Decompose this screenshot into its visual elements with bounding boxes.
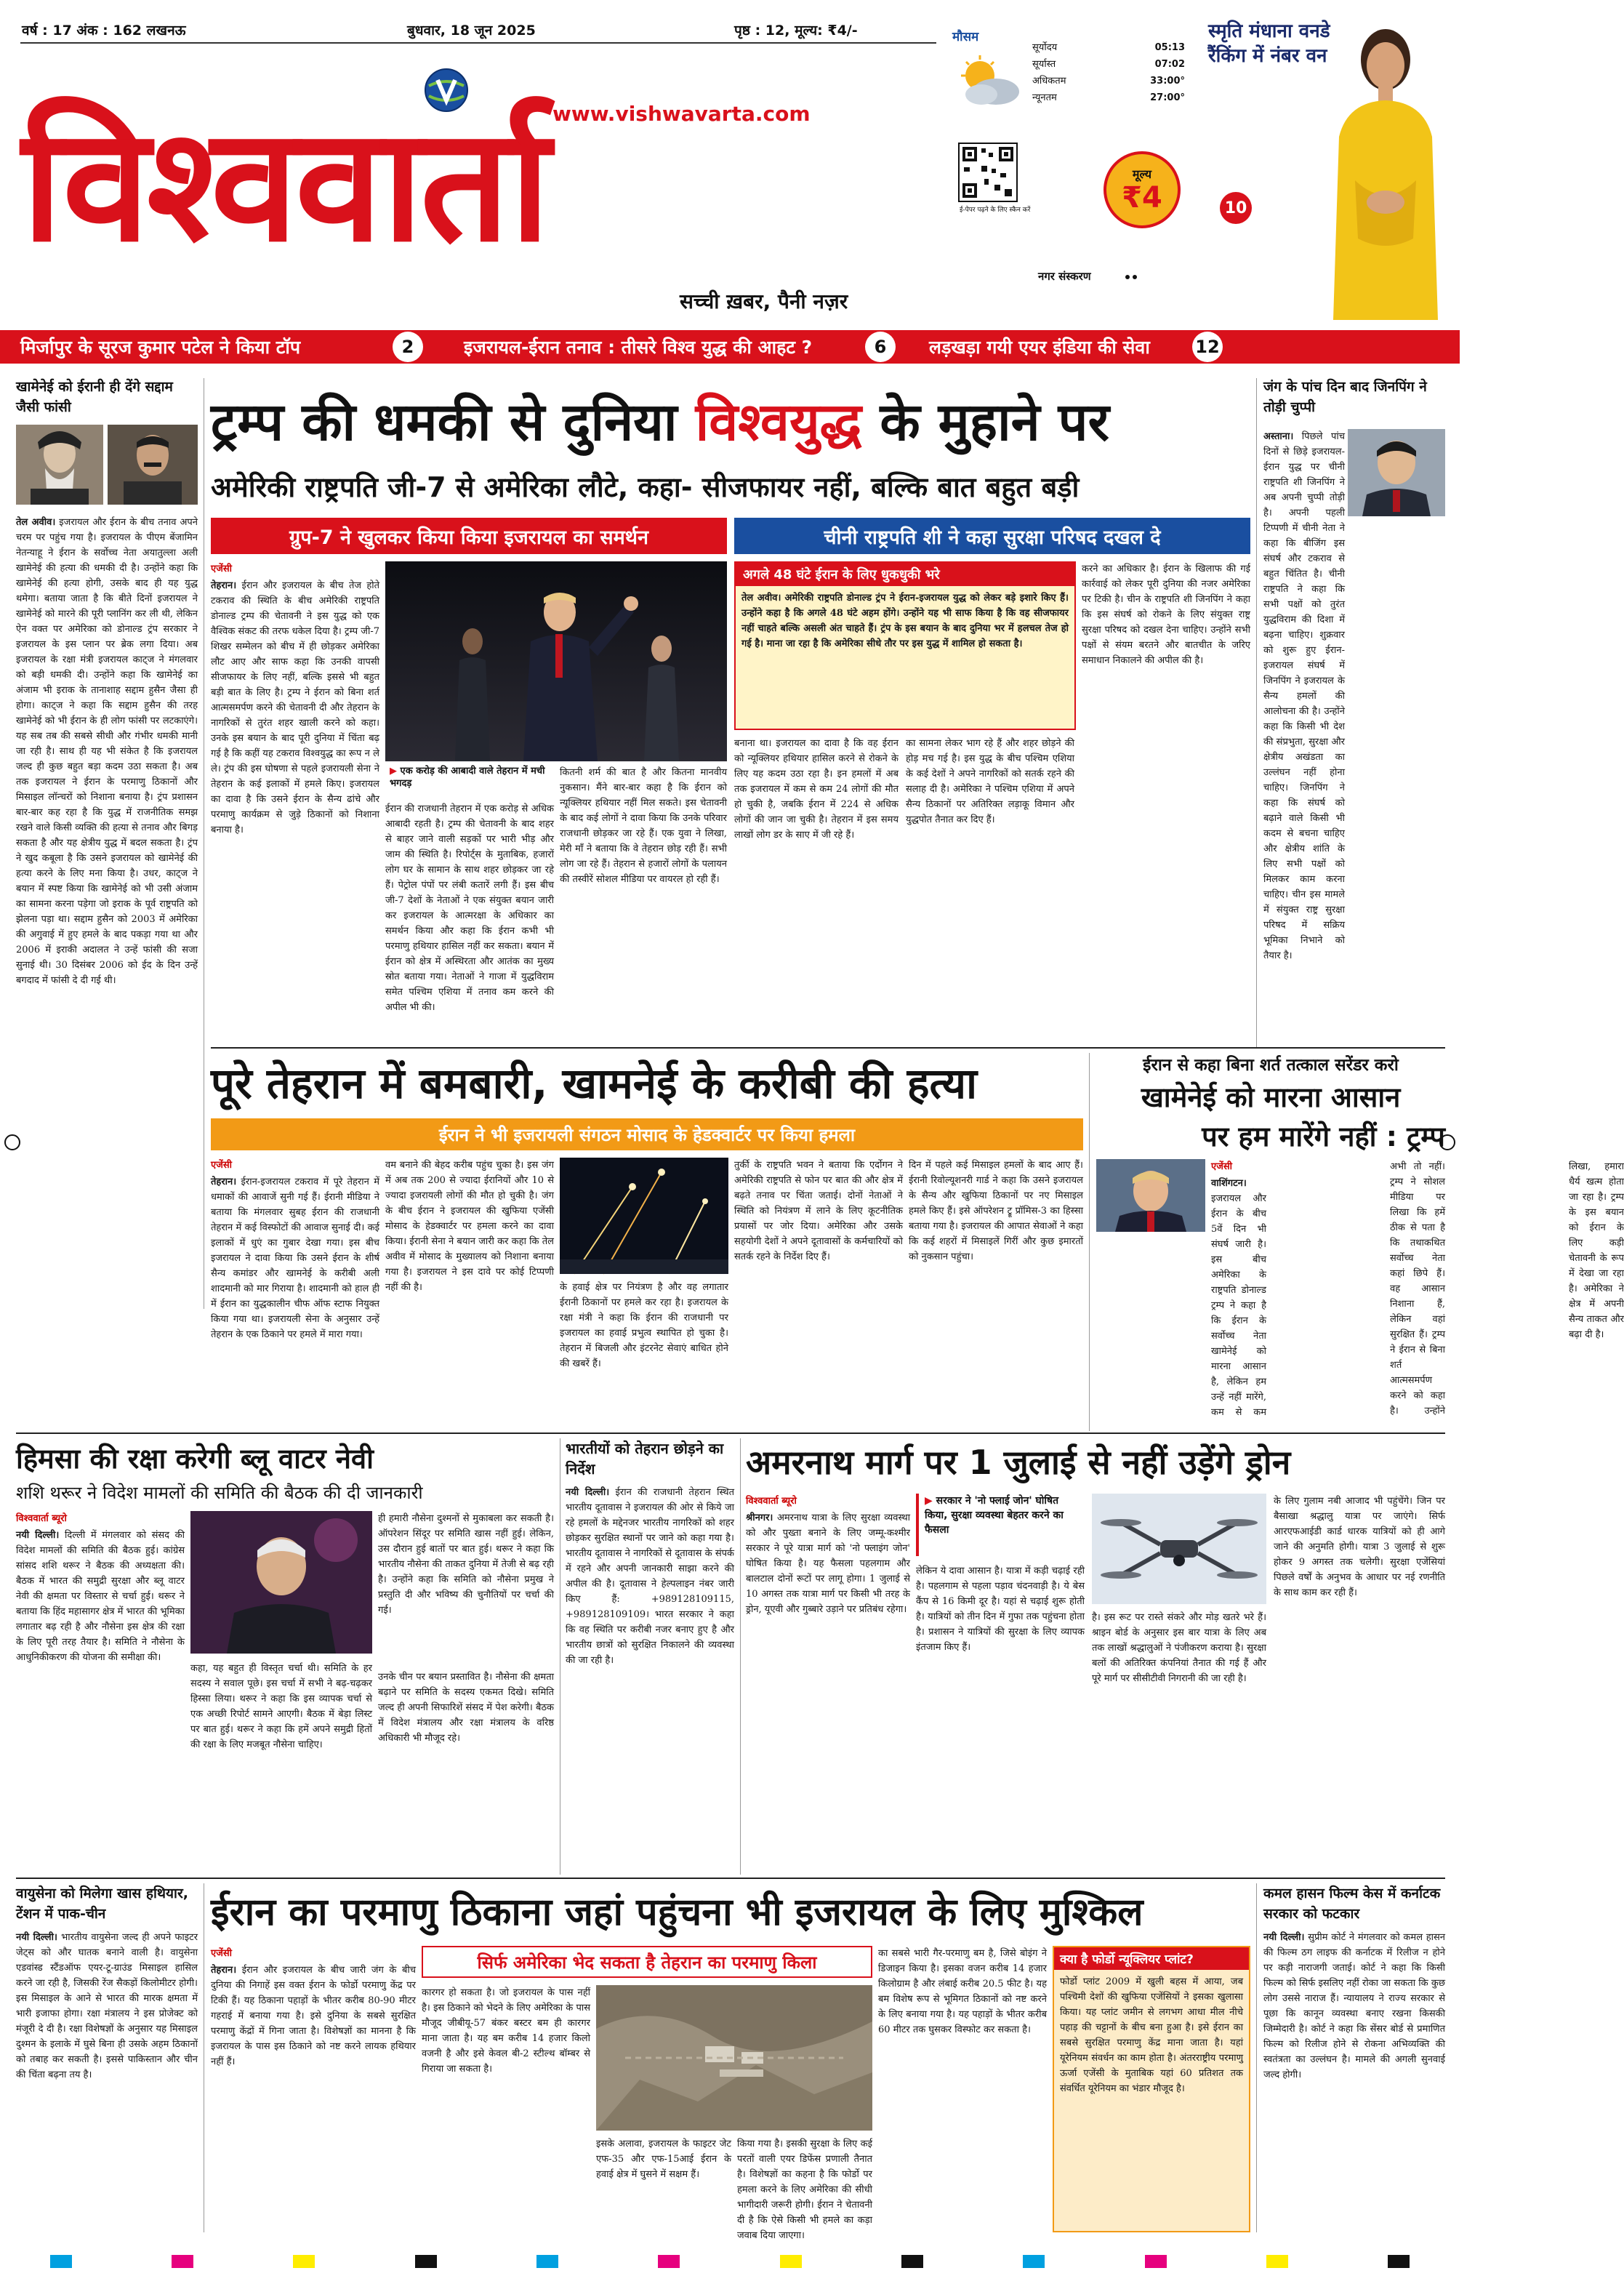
lead-headline-part: ट्रम्प की धमकी से दुनिया — [211, 391, 696, 452]
film-headline[interactable]: कमल हासन फिल्म केस में कर्नाटक सरकार को फटकार — [1263, 1886, 1441, 1922]
surrender-kicker: ईरान से कहा बिना शर्त तत्काल सरेंडर करो — [1143, 1056, 1399, 1075]
ticker-page: 2 — [393, 332, 423, 362]
amarnath-headline[interactable]: अमरनाथ मार्ग पर 1 जुलाई से नहीं उड़ेंगे ड्रोन — [746, 1443, 1291, 1482]
cmyk-swatch — [172, 2255, 193, 2268]
story-text: अमेरिकी राष्ट्रपति डोनाल्ड ट्रंप ने ईरान-इजरायल युद्ध को लेकर बड़े इशारे किए हैं। उन्होंने कहा है कि अगले 48 घंटे अहम होंगे। उन्होंने यह भी साफ किया है कि वह सीजफायर नहीं चाहते बल्कि असली अंत चाहते हैं। ट्रंप के इस बयान के बाद दुनिया भर में हलचल तेज हो गई है। माना जा रहा है कि अमेरिका सीधे तौर पर इस युद्ध में शामिल हो सकता है। — [741, 593, 1069, 649]
ticker-text: मिर्जापुर के सूरज कुमार पटेल ने किया टॉप — [20, 337, 301, 358]
ticker-item[interactable] — [923, 330, 1229, 364]
agency-tag: एजेंसी — [211, 1948, 232, 1959]
edition-label: नगर संस्करण — [1038, 270, 1091, 283]
ticker-item[interactable] — [458, 330, 901, 364]
nuclear-col-3 — [737, 2136, 872, 2241]
amarnath-col-4 — [1274, 1494, 1445, 1875]
color-bar — [0, 2247, 1460, 2276]
ticker-text: लड़खड़ा गयी एयर इंडिया की सेवा — [929, 337, 1150, 358]
promo-page-badge: 10 — [1220, 192, 1252, 224]
nuclear-caption — [596, 2136, 731, 2232]
cmyk-swatch — [658, 2255, 680, 2268]
weather-key: सूर्यास्त — [1032, 59, 1056, 70]
tehran-band: ईरान ने भी इजरायली संगठन मोसाद के हेडक्वार्टर पर किया हमला — [211, 1118, 1083, 1150]
lead-col-3 — [560, 765, 727, 1041]
amarnath-story — [746, 1438, 1445, 1875]
missile-headline[interactable]: वायुसेना को मिलेगा खास हथियार, टेंशन में पाक-चीन — [16, 1886, 188, 1922]
lead-band-right: चीनी राष्ट्रपति शी ने कहा सुरक्षा परिषद दखल दे — [734, 518, 1250, 554]
indians-body — [566, 1485, 734, 1875]
story-text: के हवाई क्षेत्र पर नियंत्रण है और वह लगातार ईरानी ठिकानों पर हमले कर रहा है। इजरायल के रक्षा मंत्री ने कहा कि ईरान की राजधानी पर इजरायल का हवाई प्रभुत्व स्थापित हो चुका है। तेहरान में बिजली और इंटरनेट सेवाएं बाधित होने की खबरें हैं। — [560, 1282, 728, 1369]
qr-code-icon[interactable] — [958, 143, 1018, 202]
navy-story — [16, 1438, 554, 1875]
indians-headline[interactable]: भारतीयों को तेहरान छोड़ने का निर्देश — [566, 1440, 724, 1478]
dateline: तेहरान। — [211, 580, 237, 591]
callout-bullet-icon: ▶ — [925, 1495, 933, 1507]
tharoor-photo — [190, 1511, 372, 1654]
nuclear-col-2 — [422, 1985, 590, 2232]
fordow-info-box — [1053, 1946, 1250, 2232]
byline: विश्ववार्ता ब्यूरो — [746, 1496, 797, 1507]
story-text: दिन में पहले कई मिसाइल हमलों के बाद आए हैं। ईरानी रिवोल्यूशनरी गार्ड ने कहा कि उसने इजरायल के सैन्य और खुफिया ठिकानों पर नए मिसाइल हमले किए हैं। इसे ऑपरेशन ट्रू प्रॉमिस-3 का हिस्सा बताया गया है। इजरायल की आपात सेवाओं ने कहा कि कई शहरों में मिसाइलें गिरीं और कुछ इमारतों को नुकसान पहुंचा। — [909, 1160, 1083, 1262]
tehran-col-5 — [909, 1158, 1083, 1427]
fordow-satellite-photo — [596, 1985, 872, 2131]
dateline: नयी दिल्ली। — [16, 1530, 60, 1541]
ticker-page: 12 — [1192, 332, 1223, 362]
weather-value: 27:00° — [1150, 92, 1185, 103]
lead-subhead: अमेरिकी राष्ट्रपति जी-7 से अमेरिका लौटे, कहा- सीजफायर नहीं, बल्कि बात बहुत बड़ी — [211, 471, 1080, 503]
dateline: तेल अवीव। — [16, 517, 56, 528]
tehran-col-4 — [734, 1158, 903, 1427]
cmyk-swatch — [1145, 2255, 1167, 2268]
film-body — [1263, 1930, 1445, 2232]
dateline: वाशिंगटन। — [1211, 1178, 1247, 1189]
surrender-body — [1096, 1159, 1624, 1430]
price-badge — [1104, 151, 1181, 228]
weather-key: अधिकतम — [1032, 76, 1066, 87]
surrender-headline[interactable]: खामेनेई को मारना आसान — [1141, 1081, 1401, 1113]
lead-headline-highlight: विश्वयुद्ध — [695, 391, 862, 452]
weather-key: न्यूनतम — [1032, 92, 1057, 103]
cmyk-swatch — [1388, 2255, 1410, 2268]
weather-box — [952, 28, 1185, 137]
china-story — [1263, 377, 1445, 1046]
cmyk-swatch — [415, 2255, 437, 2268]
left-story-body — [16, 515, 198, 1313]
info-box-title: क्या है फोर्डो न्यूक्लियर प्लांट? — [1054, 1947, 1249, 1970]
story-text: कारगर हो सकता है। जो इजरायल के पास नहीं है। इस ठिकाने को भेदने के लिए अमेरिका के पास मौजूद जीबीयू-57 बंकर बस्टर बम ही कारगर माना जाता है। यह बम करीब 14 हजार किलो वजनी है और इसे केवल बी-2 स्टील्थ बॉम्बर से गिराया जा सकता है। — [422, 1987, 590, 2075]
story-text: करने का अधिकार है। ईरान के खिलाफ की गई कार्रवाई को लेकर पूरी दुनिया की नजर अमेरिका पर टिकी है। चीन के राष्ट्रपति शी जिनपिंग ने कहा कि इस संघर्ष को रोकने के लिए संयुक्त राष्ट्र सुरक्षा परिषद को दखल देना चाहिए। उन्होंने सभी पक्षों से संयम बरतने और बातचीत के जरिए समाधान निकालने की अपील की है। — [1082, 564, 1250, 666]
dateline: नयी दिल्ली। — [16, 1932, 57, 1943]
lead-headline[interactable] — [211, 385, 1250, 458]
agency-tag: एजेंसी — [211, 564, 232, 574]
story-text: किया गया है। इसकी सुरक्षा के लिए कई परतों वाली एयर डिफेंस प्रणाली तैनात है। विशेषज्ञों का कहना है कि फोर्डो पर हमला करने के लिए अमेरिका की सीधी भागीदारी जरूरी होगी। ईरान ने चेतावनी दी है कि ऐसे किसी भी हमले का कड़ा जवाब दिया जाएगा। — [737, 2139, 872, 2241]
promo-panel[interactable] — [1198, 13, 1445, 320]
navy-col-1 — [16, 1511, 185, 1875]
qr-caption: ई-पेपर पढ़ने के लिए स्कैन करें — [960, 207, 1031, 214]
player-photo — [1326, 20, 1442, 320]
china-headline: जंग के पांच दिन बाद जिनपिंग ने तोड़ी चुप्पी — [1263, 379, 1427, 415]
story-text: ही हमारी नौसेना दुश्मनों से मुकाबला कर सकती है। ऑपरेशन सिंदूर पर समिति खास नहीं हुई। लेकिन, उस दौरान हुई बातों पर बात हुई। थरूर ने कहा कि भारतीय नौसेना की ताकत दुनिया में तेजी से बढ़ रही है। उन्होंने कहा कि समिति को नौसेना प्रमुख ने प्रस्तुति दी और भविष्य की चुनौतियों पर चर्चा की गई। — [378, 1513, 554, 1616]
film-story — [1263, 1883, 1445, 2232]
weather-value: 05:13 — [1154, 42, 1185, 53]
dateline: अस्ताना। — [1263, 431, 1294, 442]
story-text: सुप्रीम कोर्ट ने मंगलवार को कमल हासन की फिल्म ठग लाइफ की कर्नाटक में रिलीज न होने पर कड़ी नाराजगी जताई। कोर्ट ने कहा कि किसी फिल्म को सिर्फ इसलिए नहीं रोका जा सकता कि कुछ लोग उससे नाराज हैं। न्यायालय ने राज्य सरकार से पूछा कि कानून व्यवस्था बनाए रखना किसकी जिम्मेदारी है। कोर्ट ने कहा कि सेंसर बोर्ड से प्रमाणित फिल्म को रिलीज होने से रोकना अभिव्यक्ति की स्वतंत्रता का उल्लंघन है। मामले की अगली सुनवाई जल्द होगी। — [1263, 1932, 1445, 2080]
story-text: अमरनाथ यात्रा के लिए सुरक्षा व्यवस्था को और पुख्ता बनाने के लिए जम्मू-कश्मीर सरकार ने पूरे यात्रा मार्ग को 'नो फ्लाइंग जोन' घोषित किया है। यह फैसला पहलगाम और बालटाल दोनों रूटों पर लागू होगा। 1 जुलाई से 10 अगस्त तक यात्रा मार्ग पर किसी भी तरह के ड्रोन, यूएवी और गुब्बारे उड़ाने पर प्रतिबंध रहेगा। — [746, 1512, 910, 1615]
missile-night-photo — [560, 1158, 728, 1274]
cmyk-swatch — [901, 2255, 923, 2268]
weather-key: सूर्योदय — [1032, 42, 1058, 53]
ticker-text: इजरायल-ईरान तनाव : तीसरे विश्व युद्ध की आहट ? — [464, 337, 813, 358]
lead-headline-part: के मुहाने पर — [861, 391, 1109, 452]
agency-tag: एजेंसी — [211, 1160, 232, 1171]
story-text: भारतीय वायुसेना जल्द ही अपने फाइटर जेट्स को और घातक बनाने वाली है। वायुसेना एडवांस्ड स्टैंडऑफ एयर-टू-ग्राउंड मिसाइल हासिल करने जा रही है, जिसकी रेंज सैकड़ों किलोमीटर होगी। इस मिसाइल के आने से भारत की मारक क्षमता में भारी इजाफा होगा। रक्षा मंत्रालय ने इस प्रोजेक्ट को मंजूरी दे दी है। रक्षा विशेषज्ञों के अनुसार यह मिसाइल दुश्मन के इलाके में घुसे बिना ही उसके अहम ठिकानों को तबाह कर सकती है। इससे पाकिस्तान और चीन की चिंता बढ़ना तय है। — [16, 1932, 198, 2080]
dateline: नयी दिल्ली। — [566, 1487, 610, 1498]
story-text: वम बनाने की बेहद करीब पहुंच चुका है। इस जंग में अब तक 200 से ज्यादा ईरानियों और 10 से ज्यादा इजरायली लोगों की मौत हो चुकी है। जंग के बीच ईरान ने इजरायल की खुफिया एजेंसी मोसाद के हेडक्वार्टर पर हमला करने का दावा किया। ईरानी सेना ने बयान जारी कर कहा कि तेल अवीव में मोसाद के मुख्यालय को निशाना बनाया गया है। इजरायल ने इस दावे पर कोई टिप्पणी नहीं की है। — [385, 1160, 554, 1293]
navy-col-4 — [378, 1670, 554, 1875]
registration-mark-icon — [1439, 1134, 1455, 1150]
story-text: ईरान और इजरायल के बीच तेज होते टकराव की स्थिति के बीच अमेरिकी राष्ट्रपति डोनाल्ड ट्रम्प की चेतावनी ने इस युद्ध को एक वैश्विक संकट की तरफ धकेल दिया है। ट्रम्प जी-7 शिखर सम्मेलन को बीच में ही छोड़कर अमेरिका लौट आए और साफ कहा कि उनकी वापसी सीजफायर के लिए नहीं, बल्कि इससे भी बहुत बड़ी बात के लिए है। ट्रम्प ने ईरान को बिना शर्त आत्मसमर्पण करने की चेतावनी दी और तेहरान के नागरिकों से तुरंत शहर खाली करने को कहा। उनके इस बयान के बाद पूरी दुनिया में चिंता बढ़ गई है कि कहीं यह टकराव विश्वयुद्ध का रूप न ले ले। ट्रंप की इस घोषणा से पहले इजरायली सेना ने तेहरान के कई इलाकों में हमले किए। इजरायल का दावा है कि उसने ईरान के सैन्य ढांचे और परमाणु कार्यक्रम से जुड़े ठिकानों को निशाना बनाया है। — [211, 580, 379, 836]
drone-photo — [1092, 1494, 1266, 1604]
dateline: तेहरान। — [211, 1965, 237, 1976]
tehran-col-1 — [211, 1158, 379, 1427]
cmyk-swatch — [50, 2255, 72, 2268]
issue-date: बुधवार, 18 जून 2025 — [407, 23, 536, 39]
caption-text: इसके अलावा, इजरायल के फाइटर जेट एफ-35 और एफ-15आई ईरान के हवाई क्षेत्र में घुसने में सक्षम हैं। — [596, 2139, 731, 2180]
surrender-story — [1096, 1053, 1624, 1431]
story-text: बनाना था। इजरायल का दावा है कि वह ईरान को न्यूक्लियर हथियार हासिल करने से रोकने के लिए यह कदम उठा रहा है। इन हमलों में अब तक इजरायल में कम से कम 24 लोगों की मौत हो चुकी है, जबकि ईरान में 224 से अधिक लोगों की जान जा चुकी है। तेहरान में इस समय लाखों लोग डर के साए में जी रहे हैं। — [734, 738, 899, 841]
left-story — [16, 377, 198, 1315]
tehran-col-3 — [560, 1280, 728, 1427]
newspaper-title: विश्ववार्ता — [22, 94, 548, 276]
nuclear-col-4 — [878, 1946, 1047, 2232]
story-text: ईरान-इजरायल टकराव में पूरे तेहरान में धमाकों की आवाजें सुनी गई हैं। ईरानी मीडिया ने बताया कि मंगलवार सुबह ईरान की राजधानी तेहरान में कई विस्फोटों की आवाज सुनाई दी। कई इलाकों में धुएं का गुबार देखा गया। इस बीच इजरायल ने दावा किया कि उसने ईरान के शीर्ष सैन्य कमांडर और खामनेई के करीबी अली शादमानी को मार गिराया है। शादमानी को हाल ही में ईरान का युद्धकालीन चीफ ऑफ स्टाफ नियुक्त किया गया था। इजरायली सेना के अनुसार उन्हें तेहरान के एक ठिकाने पर हमले में मारा गया। — [211, 1177, 379, 1340]
registration-mark-icon — [4, 1134, 20, 1150]
saddam-photo — [108, 425, 198, 505]
ticker-page: 6 — [865, 332, 896, 362]
lead-band-left: ग्रुप-7 ने खुलकर किया किया इजरायल का समर्थन — [211, 518, 727, 554]
story-text: पिछले पांच दिनों से छिड़े इजरायल-ईरान युद्ध पर चीनी राष्ट्रपति शी जिनपिंग ने अब अपनी चुप्पी तोड़ी है। अपनी पहली टिप्पणी में चीनी नेता ने कहा कि बीजिंग इस संघर्ष और टकराव से बहुत चिंतित है। चीनी राष्ट्रपति ने कहा कि सभी पक्षों को तुरंत युद्धविराम की दिशा में बढ़ना चाहिए। शुक्रवार को शुरू हुए ईरान-इजरायल संघर्ष में जिनपिंग ने इजरायल के सैन्य हमलों की आलोचना की है। उन्होंने कहा कि किसी भी देश की संप्रभुता, सुरक्षा और क्षेत्रीय अखंडता का उल्लंघन नहीं होना चाहिए। जिनपिंग ने कहा कि संघर्ष को बढ़ाने वाले किसी भी कदम से बचना चाहिए और क्षेत्रीय शांति के लिए सभी पक्षों को मिलकर काम करना चाहिए। चीन इस मामले में संयुक्त राष्ट्र सुरक्षा परिषद में सक्रिय भूमिका निभाने को तैयार है। — [1263, 431, 1345, 961]
nuclear-headline[interactable]: ईरान का परमाणु ठिकाना जहां पहुंचना भी इजरायल के लिए मुश्किल — [211, 1891, 1143, 1934]
navy-col-2 — [378, 1511, 554, 1664]
story-text: है। इस रूट पर रास्ते संकरे और मोड़ खतरे भरे हैं। श्राइन बोर्ड के अनुसार इस बार यात्रा के लिए अब तक लाखों श्रद्धालुओं ने पंजीकरण कराया है। सुरक्षा बलों की अतिरिक्त कंपनियां तैनात की गई हैं और पूरे मार्ग पर सीसीटीवी निगरानी की जा रही है। — [1092, 1612, 1266, 1684]
caption-text: एक करोड़ की आबादी वाले तेहरान में मची भगदड़ — [390, 766, 545, 789]
navy-subhead: शशि थरूर ने विदेश मामलों की समिति की बैठक की दी जानकारी — [16, 1483, 423, 1503]
amarnath-col-3 — [1092, 1610, 1266, 1875]
lead-right-col-3 — [1082, 561, 1250, 1041]
dateline: तेल अवीव। — [741, 593, 781, 604]
story-text: का सामना लेकर भाग रहे हैं और शहर छोड़ने की होड़ मच गई है। इस युद्ध के बीच पश्चिम एशिया के कई देशों ने अपने नागरिकों को सतर्क रहने की सलाह दी है। अमेरिका ने पश्चिम एशिया में अपने सैन्य ठिकानों पर अतिरिक्त लड़ाकू विमान और युद्धपोत तैनात कर दिए हैं। — [906, 738, 1074, 825]
lead-right-col-2 — [906, 736, 1074, 1041]
cmyk-swatch — [293, 2255, 315, 2268]
missile-story — [16, 1883, 198, 2232]
china-story-body — [1263, 429, 1445, 1044]
amarnath-col-1 — [746, 1494, 910, 1875]
lead-col-2 — [385, 801, 554, 1041]
dateline: तेहरान। — [211, 1177, 237, 1187]
issue-info: वर्ष : 17 अंक : 162 लखनऊ — [22, 23, 186, 39]
navy-headline[interactable]: हिमसा की रक्षा करेगी ब्लू वाटर नेवी — [16, 1443, 374, 1475]
price-value: ₹4 — [1122, 181, 1162, 215]
cmyk-swatch — [1266, 2255, 1288, 2268]
cloud-sun-icon — [952, 54, 1025, 112]
photo-caption — [390, 765, 550, 797]
pages-price: पृष्ठ : 12, मूल्य: ₹4/- — [734, 23, 858, 39]
story-text: उनके चीन पर बयान प्रस्तावित है। नौसेना की क्षमता बढ़ाने पर समिति के सदस्य एकमत दिखे। समिति जल्द ही अपनी सिफारिशें संसद में पेश करेगी। बैठक में विदेश मंत्रालय और रक्षा मंत्रालय के वरिष्ठ अधिकारी भी मौजूद रहे। — [378, 1672, 554, 1744]
story-text: ईरान की राजधानी तेहरान स्थित भारतीय दूतावास ने इजरायल की ओर से किये जा रहे हमलों के मद्देनजर भारतीय नागरिकों को शहर छोड़कर सुरक्षित स्थानों पर जाने को कहा गया है। भारतीय दूतावास ने नागरिकों से दूतावास के संपर्क में रहने और अपनी जानकारी साझा करने की अपील की है। दूतावास ने हेल्पलाइन नंबर जारी किए हैं: +989128109115, +989128109109। भारत सरकार ने कहा कि वह स्थिति पर करीबी नजर बनाए हुए है और भारतीय छात्रों को सुरक्षित निकालने की व्यवस्था की जा रही है। — [566, 1487, 735, 1666]
highlight-title: अगले 48 घंटे ईरान के लिए धुकधुकी भरे — [736, 563, 1074, 586]
price-label: मूल्य — [1132, 167, 1152, 181]
tagline: सच्ची ख़बर, पैनी नज़र — [680, 289, 848, 313]
weather-value: 33:00° — [1150, 76, 1185, 87]
ticker-bar — [0, 324, 1460, 369]
lead-col-1 — [211, 561, 379, 1041]
navy-col-3 — [190, 1661, 372, 1875]
cmyk-swatch — [780, 2255, 802, 2268]
trump-photo — [385, 561, 727, 761]
cmyk-swatch — [1023, 2255, 1045, 2268]
story-text: लेकिन ये दावा आसान है। यात्रा में कड़ी चढ़ाई रही है। पहलगाम से पहला पड़ाव चंदनवाड़ी है। ये बेस कैंप से 16 किमी दूर है। यहां से चढ़ाई शुरू होती है। यात्रियों को तीन दिन में गुफा तक पहुंचना होता है। प्रशासन ने यात्रियों की सुरक्षा के लिए व्यापक इंतजाम किए हैं। — [916, 1566, 1085, 1653]
story-text: का सबसे भारी गैर-परमाणु बम है, जिसे बोइंग ने डिजाइन किया है। इसका वजन करीब 14 हजार किलोग्राम है और लंबाई करीब 20.5 फीट है। यह बम विशेष रूप से भूमिगत ठिकानों को नष्ट करने के लिए बनाया गया है। यह पहाड़ों के भीतर करीब 60 मीटर तक घुसकर विस्फोट कर सकता है। — [878, 1948, 1047, 2035]
story-text: तुर्की के राष्ट्रपति भवन ने बताया कि एर्दोगन ने अमेरिकी राष्ट्रपति से फोन पर बात की और क्षेत्र में बढ़ते तनाव पर चिंता जताई। दोनों नेताओं ने स्थिति को नियंत्रण में लाने के लिए कूटनीतिक प्रयासों पर जोर दिया। अमेरिका और उसके सहयोगी देशों ने अपने दूतावासों के कर्मचारियों को सतर्क रहने के निर्देश दिए हैं। — [734, 1160, 903, 1262]
story-text: ईरान की राजधानी तेहरान में एक करोड़ से अधिक आबादी रहती है। ट्रम्प की चेतावनी के बाद शहर से बाहर जाने वाली सड़कों पर भारी भीड़ और जाम की स्थिति है। रिपोर्ट्स के मुताबिक, हजारों लोग घर के सामान के साथ शहर छोड़कर जा रहे हैं। पेट्रोल पंपों पर लंबी कतारें लगी हैं। इस बीच जी-7 देशों के नेताओं ने एक संयुक्त बयान जारी कर इजरायल के आत्मरक्षा के अधिकार का समर्थन किया और कहा कि ईरान कभी भी परमाणु हथियार हासिल नहीं कर सकता। बयान में ईरान को क्षेत्र में अस्थिरता और आतंक का मुख्य स्रोत बताया गया। नेताओं ने गाजा में युद्धविराम समेत पश्चिम एशिया में तनाव कम करने की अपील भी की। — [385, 804, 554, 1013]
nuclear-band: सिर्फ अमेरिका भेद सकता है तेहरान का परमाणु किला — [422, 1946, 872, 1978]
masthead — [0, 0, 1460, 320]
missile-body — [16, 1930, 198, 2232]
caption-bullet-icon: ▶ — [390, 766, 397, 777]
promo-text: स्मृति मंधाना वनडे रैंकिंग में नंबर वन — [1208, 20, 1330, 67]
cmyk-swatch — [536, 2255, 558, 2268]
agency-tag: एजेंसी — [1211, 1161, 1232, 1172]
nuclear-col-1 — [211, 1946, 416, 2232]
story-text: दिल्ली में मंगलवार को संसद की विदेश मामलों की समिति की बैठक हुई। कांग्रेस सांसद शशि थरूर ने बैठक की अध्यक्षता की। बैठक में भारत की समुद्री सुरक्षा और ब्लू वाटर नेवी की क्षमता पर विस्तार से चर्चा हुई। थरूर ने बताया कि हिंद महासागर क्षेत्र में भारत की भूमिका लगातार बढ़ रही है और नौसेना इस क्षेत्र की रक्षा के लिए पूरी तरह तैयार है। समिति ने नौसेना के आधुनिकीकरण की योजना की समीक्षा की। — [16, 1530, 185, 1663]
highlight-box — [734, 561, 1076, 730]
weather-label: मौसम — [952, 30, 979, 44]
khamenei-photo — [16, 425, 103, 505]
story-text: इजरायल और ईरान के बीच तनाव अपने चरम पर पहुंच गया है। इजरायल के पीएम बेंजामिन नेतन्याहू ने ईरान के सर्वोच्च नेता अयातुल्ला अली खामेनेई की हत्या की धमकी दी है। उन्होंने कहा कि खामेनेई की हत्या होगी, उसके बाद ही यह युद्ध थमेगा। बताया जाता है कि बीते दिनों इजरायल ने खामेनेई को मारने की पूरी प्लानिंग कर ली थी, लेकिन ऐन वक्त पर अमेरिका को डोनाल्ड ट्रंप सरकार ने इजरायल के इस प्लान पर ब्रेक लगा दिया। अब इजरायल के रक्षा मंत्री इजरायल काट्ज ने मंगलवार को बड़ी धमकी दी। उन्होंने कहा कि खामेनेई का अंजाम भी इराक के तानाशाह सद्दाम हुसैन जैसा ही होगा। काट्ज ने कहा कि सद्दाम हुसैन की तरह खामेनेई को भी ईरान के ही लोग फांसी पर लटकाएंगे। यह सब तब की सबसे सीधी और गंभीर धमकी मानी जा रही है। साथ ही यह भी संकेत है कि इजरायल जल्द ही कुछ बहुत बड़ा कदम उठा सकता है। अब तक इजरायल ने ईरान के परमाणु ठिकानों और मिसाइल लॉन्चरों को निशाना बनाया है। ट्रंप प्रशासन बार-बार कह रहा है कि युद्ध में राजनीतिक समझ रखने वाले किसी व्यक्ति की हत्या से तनाव और बिगड़ सकता है और यह क्षेत्रीय युद्ध में बदल सकता है। ट्रंप ने खुद कबूला है कि उसने इजरायल को खामेनेई की हत्या करने के लिए मना किया है। उधर, काट्ज ने बयान में स्पष्ट किया कि खामेनेई को भी उसी अंजाम का सामना करना पड़ेगा जो इराक के पूर्व राष्ट्रपति को झेलना पड़ा था। सद्दाम हुसैन को 2003 में अमेरिका की अगुवाई में हुए हमले के बाद पकड़ा गया था और 2006 में इराकी अदालत ने उन्हें फांसी की सजा सुनाई थी। 30 दिसंबर 2006 को ईद के दिन उन्हें बगदाद में फांसी दे दी गई थी। — [16, 517, 198, 986]
story-text: ईरान और इजरायल के बीच जारी जंग के बीच दुनिया की निगाहें इस वक्त ईरान के फोर्डो परमाणु केंद्र पर टिकी हैं। यह ठिकाना पहाड़ों के भीतर करीब 80-90 मीटर गहराई में बनाया गया है। इसे दुनिया के सबसे सुरक्षित परमाणु केंद्रों में गिना जाता है। विशेषज्ञों का मानना है कि इजरायल के पास इस ठिकाने को नष्ट करने लायक हथियार नहीं हैं। — [211, 1965, 416, 2067]
tehran-col-2 — [385, 1158, 554, 1427]
byline: विश्ववार्ता ब्यूरो — [16, 1513, 67, 1524]
dateline: नयी दिल्ली। — [1263, 1932, 1305, 1943]
lead-right-col-1 — [734, 736, 899, 1041]
left-story-headline: खामेनेई को ईरानी ही देंगे सद्दाम जैसी फांसी — [16, 379, 173, 415]
indians-story — [566, 1438, 734, 1875]
story-text: के लिए गुलाम नबी आजाद भी पहुंचेंगे। जिन पर बैसाखा श्रद्धालु यात्रा पर जाएंगे। सिर्फ आरएफआईडी कार्ड धारक यात्रियों को ही आगे जाने की अनुमति होगी। यात्रा 3 जुलाई से शुरू होकर 9 अगस्त तक चलेगी। सुरक्षा एजेंसियां पिछले वर्षों के अनुभव के आधार पर नई रणनीति के साथ काम कर रही हैं। — [1274, 1496, 1445, 1598]
weather-value: 07:02 — [1154, 59, 1185, 70]
callout-text: सरकार ने 'नो फ्लाई जोन' घोषित किया, सुरक्षा व्यवस्था बेहतर करने का फैसला — [925, 1495, 1064, 1536]
amarnath-callout — [916, 1494, 1083, 1556]
dateline: श्रीनगर। — [746, 1512, 773, 1523]
surrender-headline[interactable]: पर हम मारेंगे नहीं : ट्रम्प — [1202, 1121, 1445, 1153]
story-text: इजरायल और ईरान के बीच 5वें दिन भी संघर्ष जारी है। इस बीच अमेरिका के राष्ट्रपति डोनाल्ड ट्रम्प ने कहा है कि ईरान के सर्वोच्च नेता खामेनेई को मारना आसान है, लेकिन हम उन्हें नहीं मारेंगे, कम से कम अभी तो नहीं। ट्रम्प ने सोशल मीडिया पर लिखा कि हमें ठीक से पता है कि तथाकथित सर्वोच्च नेता कहां छिपे हैं। वह आसान निशाना हैं, लेकिन वहां सुरक्षित हैं। ट्रम्प ने ईरान से बिना शर्त आत्मसमर्पण करने को कहा है। उन्होंने लिखा, हमारा धैर्य खत्म होता जा रहा है। ट्रम्प के इस बयान को ईरान के लिए कड़ी चेतावनी के रूप में देखा जा रहा है। अमेरिका ने क्षेत्र में अपनी सैन्य ताकत और बढ़ा दी है। — [1211, 1161, 1624, 1418]
story-text: कितनी शर्म की बात है और कितना मानवीय नुकसान। मैंने बार-बार कहा है कि ईरान को न्यूक्लियर हथियार नहीं मिल सकते। इस चेतावनी के बाद कई लोगों ने दावा किया कि उनके परिवार राजधानी छोड़कर जा रहे हैं। एक युवा ने लिखा, मेरी माँ ने बताया कि वे तेहरान छोड़ रही हैं। सभी लोग जा रहे हैं। तेहरान से हजारों लोगों के पलायन की तस्वीरें सोशल मीडिया पर वायरल हो रही हैं। — [560, 767, 727, 885]
story-text: फोर्डो प्लांट 2009 में खुली बहस में आया, जब पश्चिमी देशों की खुफिया एजेंसियों ने इसका खुलासा किया। यह प्लांट जमीन से लगभग आधा मील नीचे पहाड़ की चट्टानों के बीच बना हुआ है। इसे ईरान का सबसे सुरक्षित परमाणु केंद्र माना जाता है। यहां यूरेनियम संवर्धन का काम होता है। अंतरराष्ट्रीय परमाणु ऊर्जा एजेंसी के मुताबिक यहां 60 प्रतिशत तक संवर्धित यूरेनियम का भंडार मौजूद है। — [1060, 1976, 1243, 2094]
website-link[interactable]: www.vishwavarta.com — [552, 102, 811, 126]
ticker-item[interactable] — [15, 330, 429, 364]
tehran-headline[interactable]: पूरे तेहरान में बमबारी, खामनेई के करीबी की हत्या — [211, 1059, 978, 1108]
story-text: कहा, यह बहुत ही विस्तृत चर्चा थी। समिति के हर सदस्य ने सवाल पूछे। इस चर्चा में सभी ने बढ़-चढ़कर हिस्सा लिया। थरूर ने कहा कि इस व्यापक चर्चा से एक अच्छी रिपोर्ट सामने आएगी। बैठक में बेड़ा लिस्ट पर बात हुई। थरूर ने कहा कि हमें अपने समुद्री हितों की रक्षा के लिए मजबूत नौसेना चाहिए। — [190, 1663, 372, 1750]
amarnath-col-2 — [916, 1563, 1085, 1875]
